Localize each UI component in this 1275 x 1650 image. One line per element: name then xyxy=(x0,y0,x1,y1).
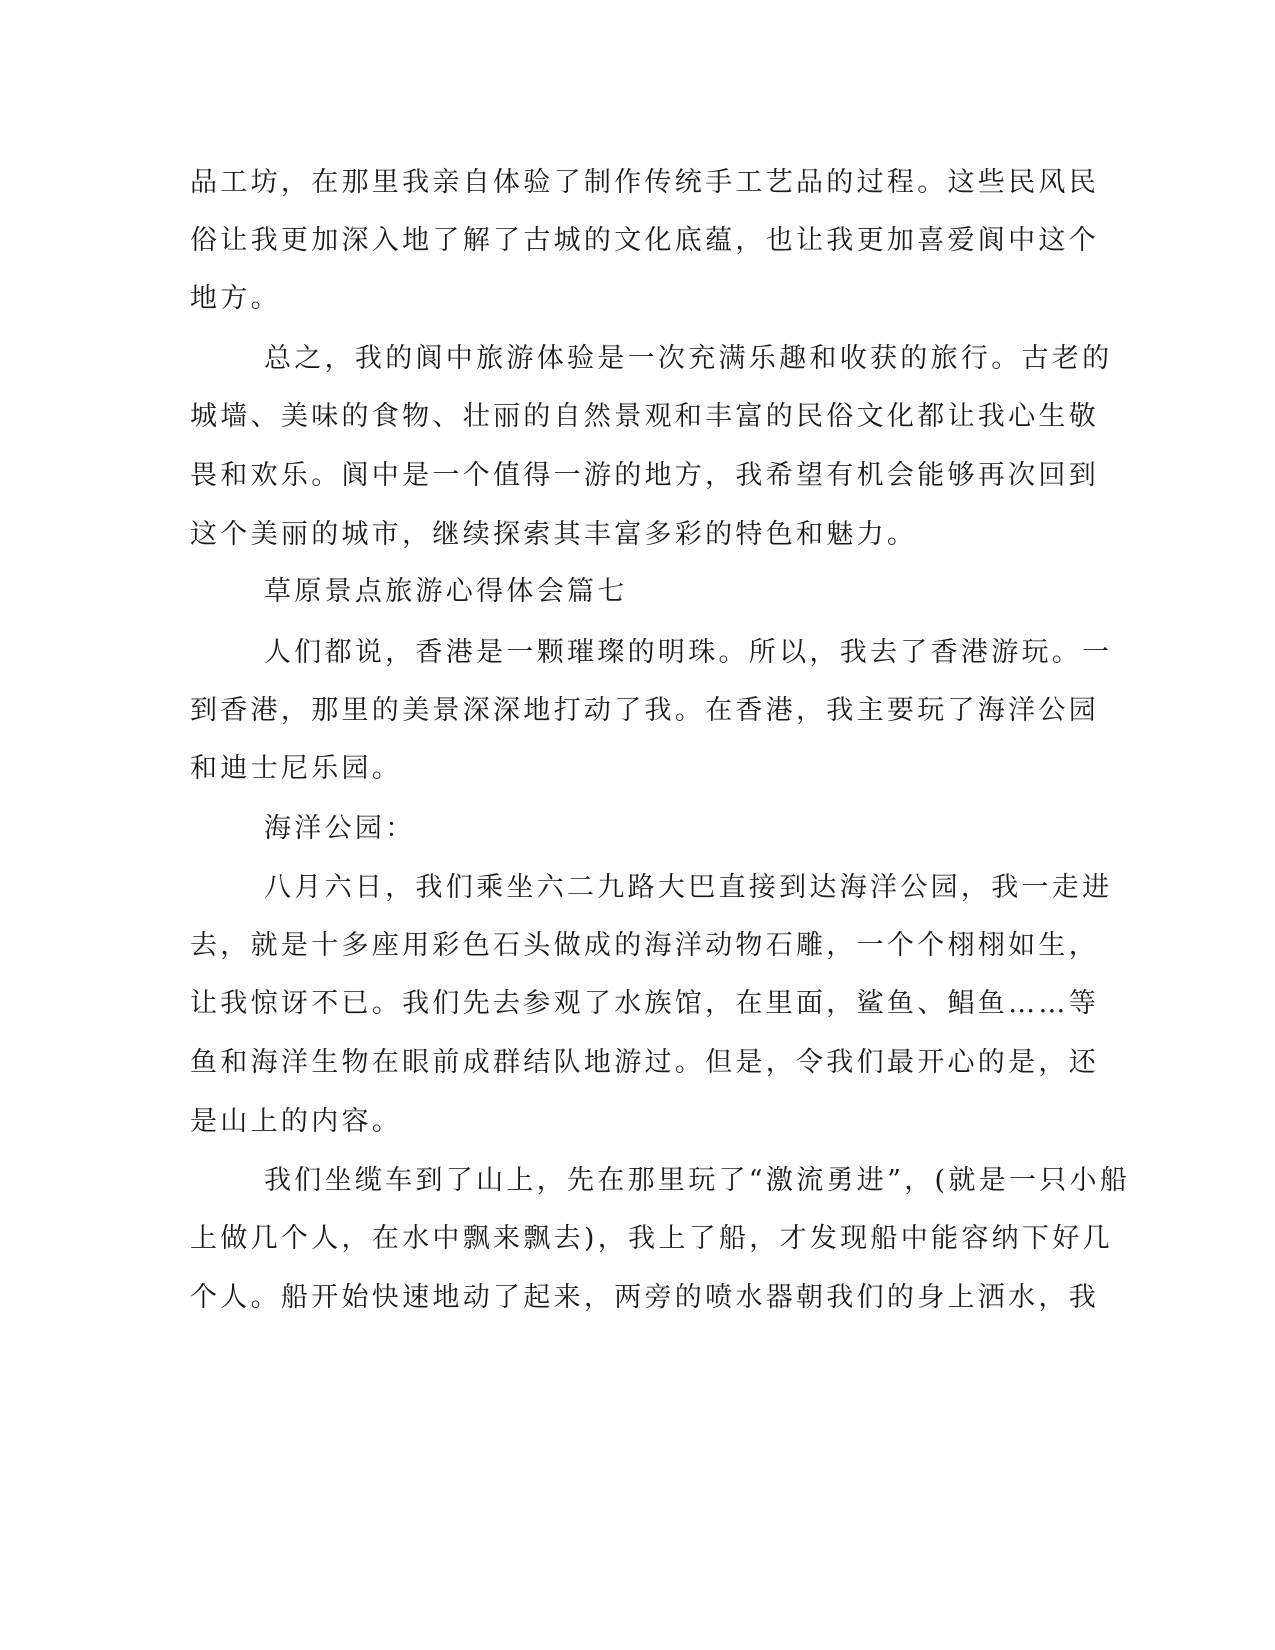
text-line: 到香港，那里的美景深深地打动了我。在香港，我主要玩了海洋公园 xyxy=(190,695,1099,726)
text-line: 人们都说，香港是一颗璀璨的明珠。所以，我去了香港游玩。一 xyxy=(264,637,1113,668)
text-line: 总之，我的阆中旅游体验是一次充满乐趣和收获的旅行。古老的 xyxy=(264,343,1113,374)
subheading: 海洋公园： xyxy=(264,813,416,844)
text-line: 地方。 xyxy=(190,283,281,314)
text-line: 这个美丽的城市，继续探索其丰富多彩的特色和魅力。 xyxy=(190,519,918,550)
text-line: 畏和欢乐。阆中是一个值得一游的地方，我希望有机会能够再次回到 xyxy=(190,460,1099,491)
text-line: 品工坊，在那里我亲自体验了制作传统手工艺品的过程。这些民风民 xyxy=(190,167,1099,198)
text-line: 和迪士尼乐园。 xyxy=(190,753,403,784)
text-line: 我们坐缆车到了山上，先在那里玩了“激流勇进”，(就是一只小船 xyxy=(264,1165,1131,1196)
text-line: 鱼和海洋生物在眼前成群结队地游过。但是，令我们最开心的是，还 xyxy=(190,1047,1099,1078)
text-line: 是山上的内容。 xyxy=(190,1106,403,1137)
text-line: 让我惊讶不已。我们先去参观了水族馆，在里面，鲨鱼、鲳鱼……等 xyxy=(190,988,1099,1019)
text-line: 城墙、美味的食物、壮丽的自然景观和丰富的民俗文化都让我心生敬 xyxy=(190,401,1099,432)
section-heading: 草原景点旅游心得体会篇七 xyxy=(264,576,628,607)
text-line: 去，就是十多座用彩色石头做成的海洋动物石雕，一个个栩栩如生， xyxy=(190,930,1099,961)
text-line: 俗让我更加深入地了解了古城的文化底蕴，也让我更加喜爱阆中这个 xyxy=(190,225,1099,256)
text-line: 八月六日，我们乘坐六二九路大巴直接到达海洋公园，我一走进 xyxy=(264,872,1113,903)
text-line: 上做几个人，在水中飘来飘去)，我上了船，才发现船中能容纳下好几 xyxy=(190,1223,1113,1254)
text-line: 个人。船开始快速地动了起来，两旁的喷水器朝我们的身上洒水，我 xyxy=(190,1282,1099,1313)
